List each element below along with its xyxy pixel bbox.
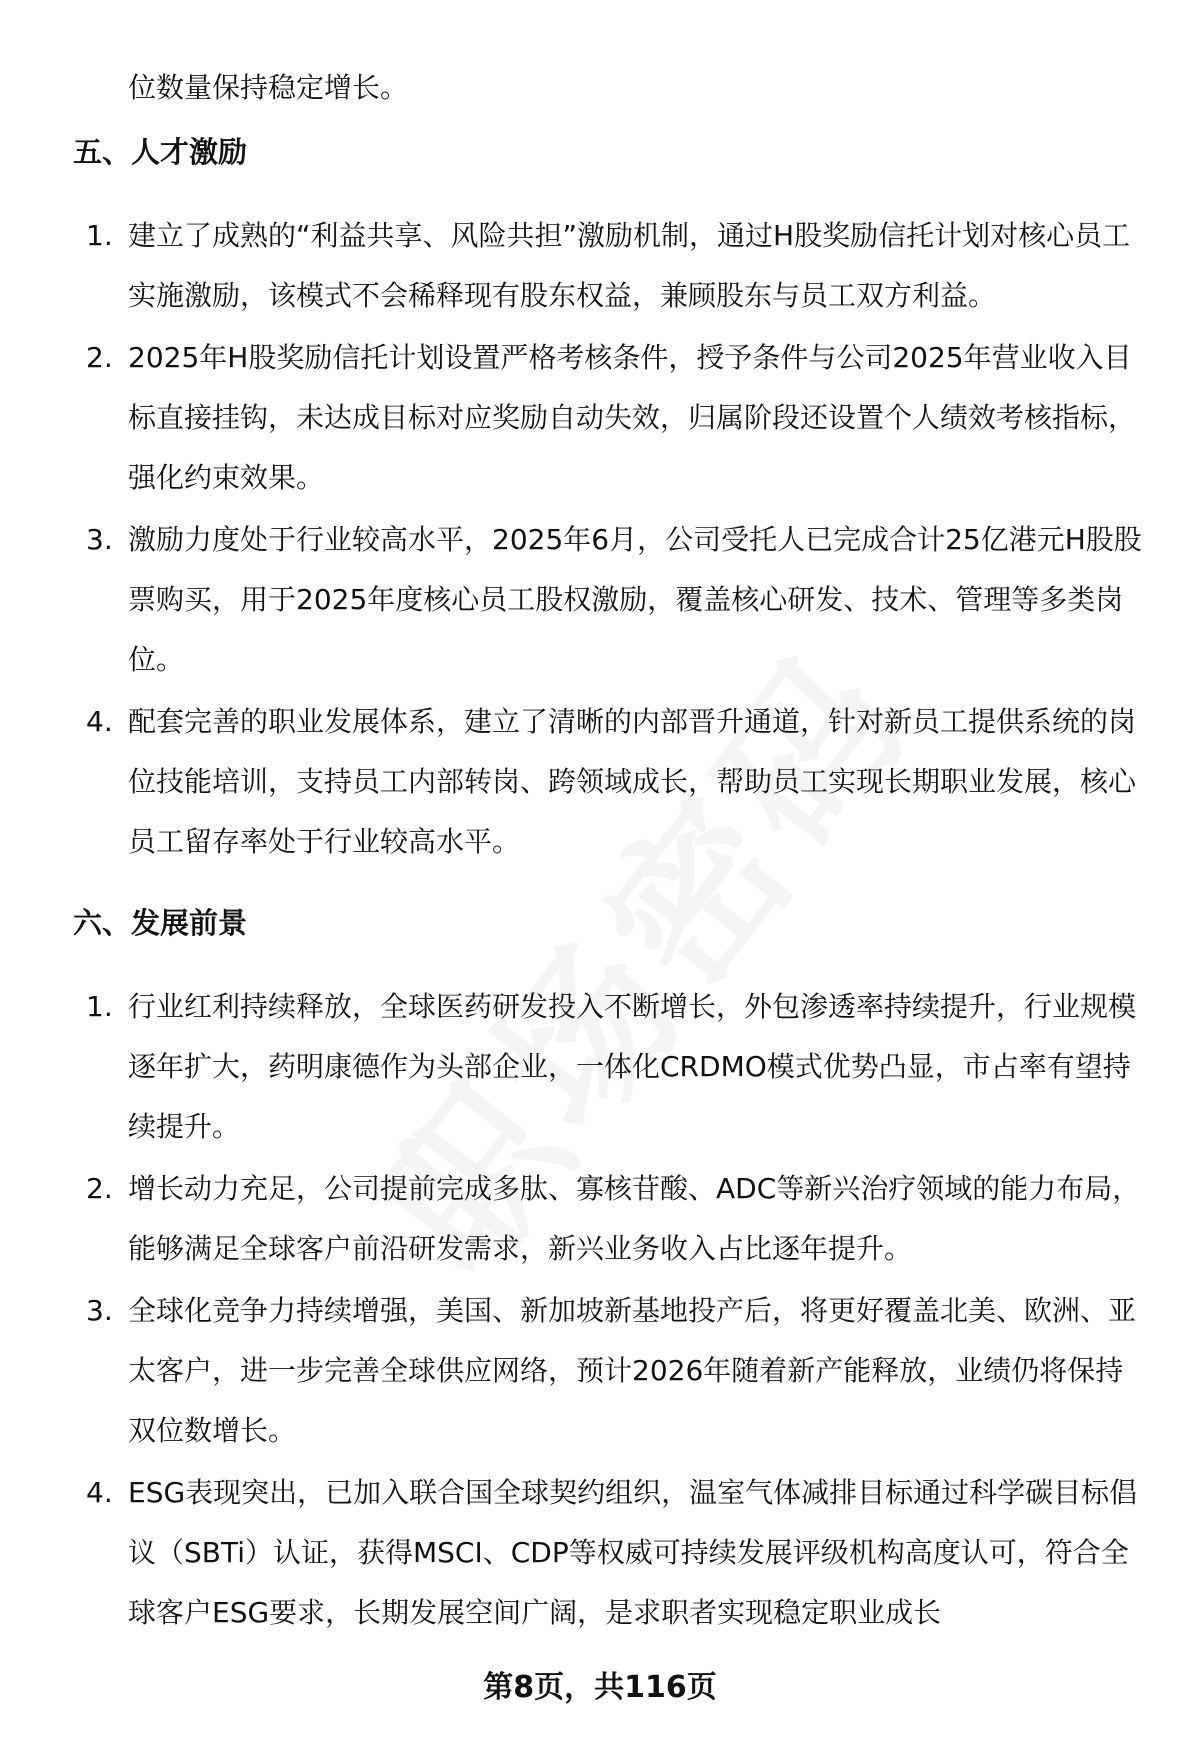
list-item-number: 1. (86, 990, 113, 1023)
page-footer: 第8页，共116页 (483, 1670, 717, 1705)
list-item-number: 3. (86, 523, 113, 556)
list-item-number: 2. (86, 1172, 113, 1205)
list-item (0, 328, 1200, 508)
list-item-number: 4. (86, 705, 113, 738)
list-item (0, 206, 1200, 326)
list-item-text: 激励力度处于行业较高水平，2025年6月，公司受托人已完成合计25亿港元H股股票购买，用于2025年度核心员工股权激励，覆盖核心研发、技术、管理等多类岗位。 (128, 523, 1142, 676)
list-item-text: 2025年H股奖励信托计划设置严格考核条件，授予条件与公司2025年营业收入目标直接挂钩，未达成目标对应奖励自动失效，归属阶段还设置个人绩效考核指标，强化约束效果。 (128, 341, 1137, 494)
list-item-number: 2. (86, 341, 113, 374)
list-item-text: 建立了成熟的“利益共享、风险共担”激励机制，通过H股奖励信托计划对核心员工实施激励，该模式不会稀释现有股东权益，兼顾股东与员工双方利益。 (128, 219, 1131, 312)
list-item (0, 1281, 1200, 1461)
list-item (0, 510, 1200, 690)
list-item (0, 692, 1200, 872)
list-item-text: 增长动力充足，公司提前完成多肽、寡核苷酸、ADC等新兴治疗领域的能力布局，能够满足全球客户前沿研发需求，新兴业务收入占比逐年提升。 (128, 1172, 1141, 1265)
list-item-text: 行业红利持续释放，全球医药研发投入不断增长，外包渗透率持续提升，行业规模逐年扩大，药明康德作为头部企业，一体化CRDMO模式优势凸显，市占率有望持续提升。 (128, 990, 1137, 1143)
list-item (0, 1463, 1200, 1643)
talent-incentives-list (0, 206, 1200, 874)
section-heading-talent-incentives: 五、人才激励 (73, 135, 248, 169)
list-item (0, 977, 1200, 1157)
list-item-number: 3. (86, 1294, 113, 1327)
section-heading-development-outlook: 六、发展前景 (73, 906, 248, 940)
paragraph-continuation: 位数量保持稳定增长。 (128, 71, 409, 104)
development-outlook-list (0, 977, 1200, 1645)
list-item-text: 配套完善的职业发展体系，建立了清晰的内部晋升通道，针对新员工提供系统的岗位技能培训，支持员工内部转岗、跨领域成长，帮助员工实现长期职业发展，核心员工留存率处于行业较高水平。 (128, 705, 1137, 858)
list-item-number: 1. (86, 219, 113, 252)
list-item-text: 全球化竞争力持续增强，美国、新加坡新基地投产后，将更好覆盖北美、欧洲、亚太客户，进一步完善全球供应网络，预计2026年随着新产能释放，业绩仍将保持双位数增长。 (128, 1294, 1137, 1447)
list-item (0, 1159, 1200, 1279)
list-item-number: 4. (86, 1476, 113, 1509)
list-item-text: ESG表现突出，已加入联合国全球契约组织，温室气体减排目标通过科学碳目标倡议（SBTi）认证，获得MSCI、CDP等权威可持续发展评级机构高度认可，符合全球客户ESG要求，长期发展空间广阔，是求职者实现稳定职业成长 (128, 1476, 1138, 1629)
